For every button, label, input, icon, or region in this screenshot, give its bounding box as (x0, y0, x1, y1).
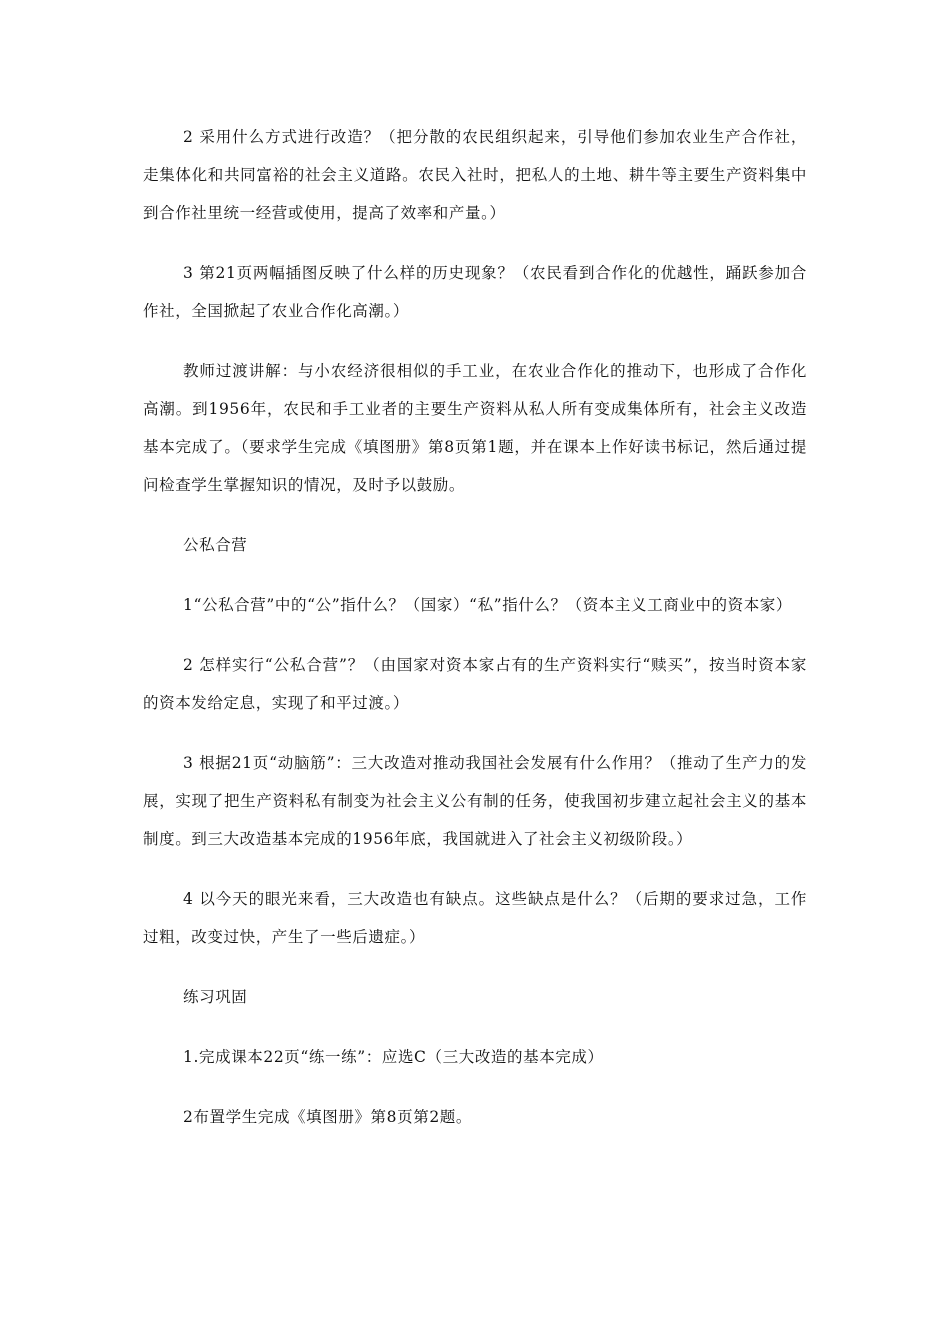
paragraph-illustration-question: 3 第21页两幅插图反映了什么样的历史现象？（农民看到合作化的优越性，踊跃参加合作社，全国掀起了农业合作化高潮。） (143, 264, 807, 320)
paragraph-public-private-meaning: 1“公私合营”中的“公”指什么？（国家）“私”指什么？（资本主义工商业中的资本家） (183, 596, 793, 614)
section-heading-practice: 练习巩固 (183, 988, 248, 1006)
paragraph-how-implemented: 2 怎样实行“公私合营”？（由国家对资本家占有的生产资料实行“赎买”，按当时资本家的资本发给定息，实现了和平过渡。） (143, 656, 807, 712)
paragraph-practice-2: 2布置学生完成《填图册》第8页第2题。 (183, 1108, 472, 1126)
paragraph-reform-method: 2 采用什么方式进行改造？（把分散的农民组织起来，引导他们参加农业生产合作社，走集体化和共同富裕的社会主义道路。农民入社时，把私人的土地、耕牛等主要生产资料集中到合作社里统一经营或使用，提高了效率和产量。） (143, 128, 807, 222)
paragraph-teacher-transition: 教师过渡讲解：与小农经济很相似的手工业，在农业合作化的推动下，也形成了合作化高潮。到1956年，农民和手工业者的主要生产资料从私人所有变成集体所有，社会主义改造基本完成了。（要求学生完成《填图册》第8页第1题，并在课本上作好读书标记，然后通过提问检查学生掌握知识的情况，及时予以鼓励。 (143, 362, 807, 494)
paragraph-reform-effects: 3 根据21页“动脑筋”：三大改造对推动我国社会发展有什么作用？（推动了生产力的发展，实现了把生产资料私有制变为社会主义公有制的任务，使我国初步建立起社会主义的基本制度。到三大改造基本完成的1956年底，我国就进入了社会主义初级阶段。） (143, 754, 807, 848)
section-heading-joint-ownership: 公私合营 (183, 536, 248, 554)
paragraph-reform-shortcomings: 4 以今天的眼光来看，三大改造也有缺点。这些缺点是什么？（后期的要求过急，工作过粗，改变过快，产生了一些后遗症。） (143, 890, 807, 946)
paragraph-practice-1: 1.完成课本22页“练一练”：应选C（三大改造的基本完成） (183, 1048, 604, 1066)
document-page (143, 118, 807, 1158)
